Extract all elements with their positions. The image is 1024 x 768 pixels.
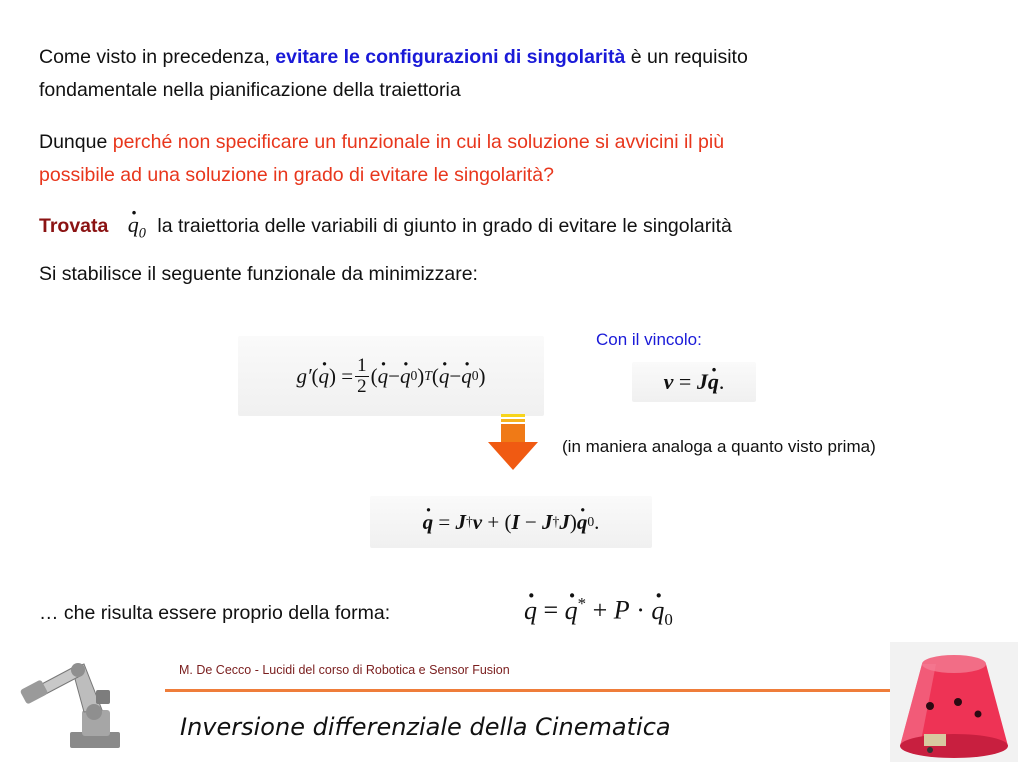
question-text-before: Dunque [39,131,113,153]
functional-intro: Si stabilisce il seguente funzionale da minimizzare: [39,263,478,285]
slide-title: Inversione differenziale della Cinematica [180,713,671,741]
constraint-label: Con il vincolo: [596,330,702,349]
question-highlight-line1: perché non specificare un funzionale in cui la soluzione si avvicini il più [112,131,725,153]
question-paragraph [39,126,989,192]
q-dot-zero-symbol [127,212,146,242]
final-form-equation: · q = · q* + P · · $q_0$ [524,594,673,634]
down-arrow-icon [486,414,540,472]
found-label: Trovata [39,215,109,237]
q-dot-symbol: · q [128,208,139,241]
found-paragraph [39,208,989,250]
found-text: la traiettoria delle variabili di giunto in grado di evitare le singolarità [157,215,732,237]
footer-credit: M. De Cecco - Lucidi del corso di Robotica e Sensor Fusion [179,663,510,677]
result-intro: … che risulta essere proprio della forma: [39,602,391,624]
intro-paragraph [39,41,989,107]
intro-text-after: è un requisito [625,46,748,68]
industrial-robot-arm-image [10,650,132,752]
intro-text-line2: fondamentale nella pianificazione della traiettoria [39,79,461,101]
functional-equation-image: g′ ( · q ) = $\frac{1}{2}$ ( · q − · q 0 ) T ( · q − · q 0 ) [238,336,544,416]
mobile-robot-image [890,642,1018,762]
constraint-equation-image: v = J · q . [632,362,756,402]
footer-divider [165,689,890,692]
analogy-note: (in maniera analoga a quanto visto prima) [562,437,876,456]
intro-text-before: Come visto in precedenza, [39,46,276,68]
question-highlight-line2: possibile ad una soluzione in grado di evitare le singolarità? [39,164,554,186]
solution-equation-image: · q = J † v + ( I − J † J ) · q 0 . [370,496,652,548]
q-zero-subscript: 0 [138,225,146,242]
intro-highlight: evitare le configurazioni di singolarità [275,46,626,68]
